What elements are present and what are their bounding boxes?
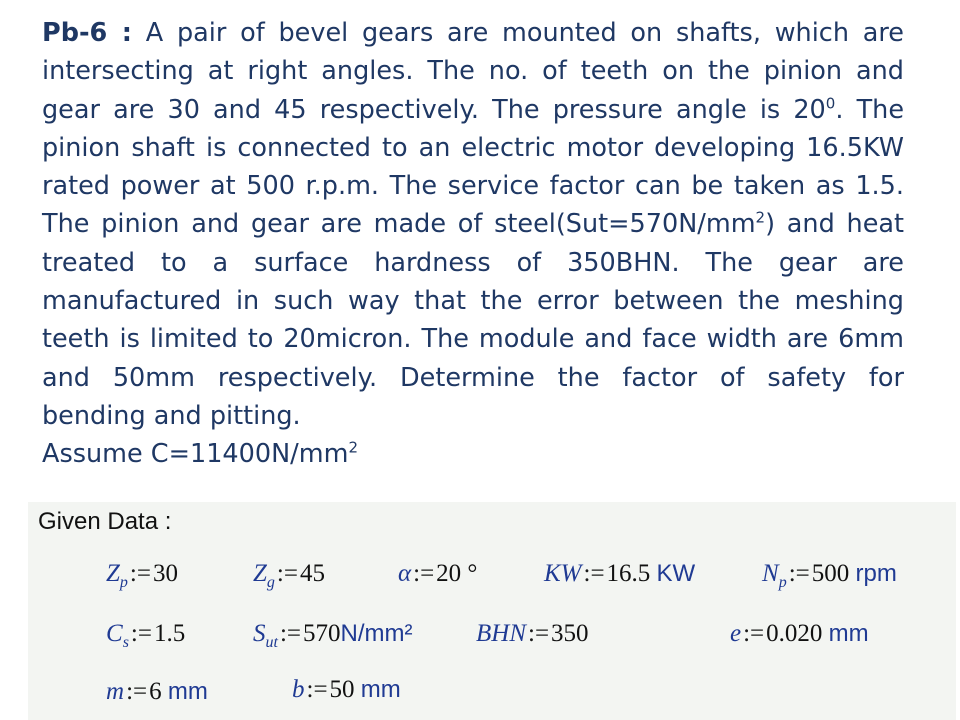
problem-line-6: The pinion and gear are made of $steel(Sut=570N/mm^2)$ and heat [42,208,905,240]
given-data-title: Given Data : [38,508,172,535]
eq-face-width: b:=50 mm [292,676,401,703]
problem-statement [42,14,904,474]
problem-line-10: and 50mm respectively. Determine the factor of safety for [42,362,904,393]
degree-superscript: 0 [825,94,836,113]
problem-line-2: intersecting at right angles. The no. of teeth on the pinion and [42,56,904,87]
eq-hardness: BHN:=350 [476,620,589,647]
problem-line-7: treated to a surface hardness of 350BHN. The gear are [42,247,904,278]
given-data-panel [28,502,956,720]
eq-service-factor: $C_s:=1.5$ [106,620,186,651]
eq-pinion-teeth: $Z_p:=30$ [106,560,178,591]
squared-superscript: 2 [348,438,358,457]
eq-power: KW:=16.5 KW [544,560,696,587]
eq-gear-teeth: $Z_g:=45$ [253,560,325,591]
problem-line-5: rated power at 500 r.p.m. The service factor can be taken as 1.5. [42,171,904,202]
problem-line-12: Assume $C=11400N/mm^2$ [42,438,358,470]
problem-line-3: gear are 30 and 45 respectively. The pressure angle is $20^0$. The [42,94,905,125]
problem-label: Pb-6 : [42,18,133,48]
problem-line-8: manufactured in such way that the error between the meshing [42,286,904,317]
squared-superscript: 2 [755,208,766,227]
problem-line-9: teeth is limited to 20micron. The module and face width are 6mm [42,324,904,355]
eq-pinion-speed: $N_p:=500$ rpm [762,560,897,591]
problem-line-11: bending and pitting. [42,400,301,431]
eq-pressure-angle: α:=20 ° [398,560,478,587]
problem-line-4: pinion shaft is connected to an electric motor developing 16.5KW [42,132,904,163]
eq-error: e:=0.020 mm [730,620,869,647]
eq-ultimate-strength: $S_{ut}:=570N$/mm² [253,620,413,651]
eq-module: m:=6 mm [106,678,208,705]
problem-line-1: Pb-6 : A pair of bevel gears are mounted on shafts, which are [42,18,904,48]
